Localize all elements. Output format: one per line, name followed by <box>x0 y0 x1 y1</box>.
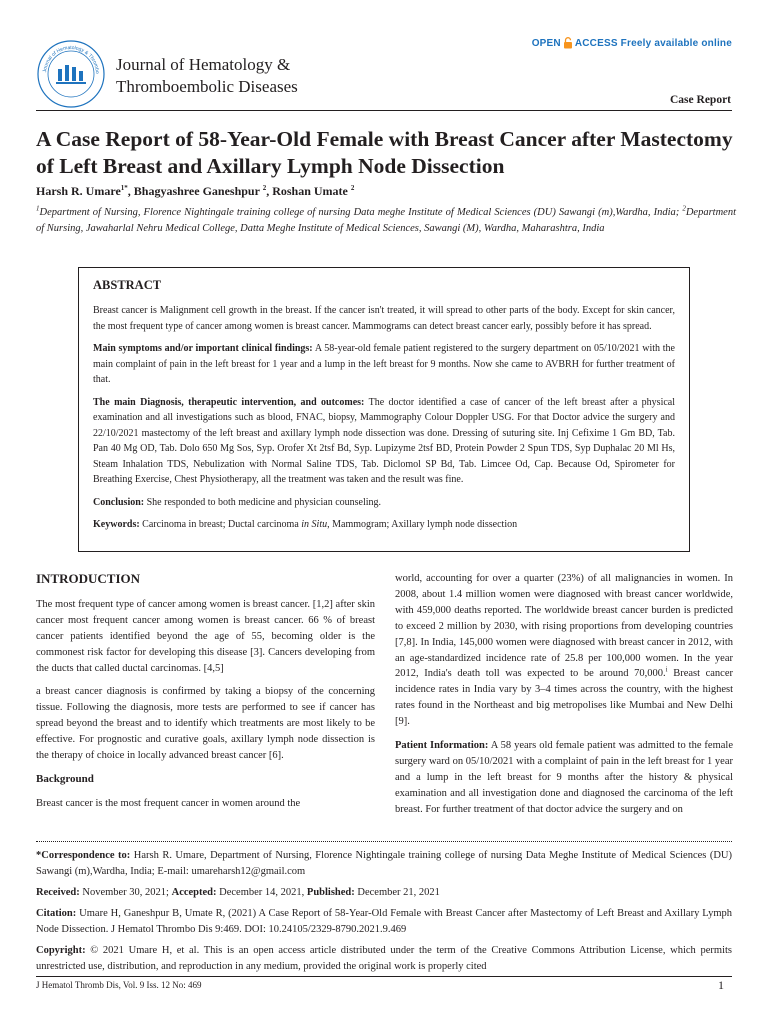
journal-reference: J Hematol Thromb Dis, Vol. 9 Iss. 12 No: 469 <box>36 980 202 990</box>
copyright-text: © 2021 Umare H, et al. This is an open access article distributed under the term of the Creative Commons Attribution License, which permits unrestricted use, distribution, and reproduction in any medium, provided the original work is properly cited <box>36 945 732 972</box>
body-paragraph: Breast cancer is the most frequent cancer in women around the <box>36 797 301 809</box>
abstract-label: The main Diagnosis, therapeutic intervention, and outcomes: <box>93 396 365 408</box>
keywords-text: , Mammogram; Axillary lymph node dissection <box>327 519 518 530</box>
abstract-text: A 58-year-old female patient registered to the surgery department on 05/10/2021 with the main complaint of pain in the left breast for 1 year and a lump in the left breast for 9 months. Now she came to AVBRH for further treatment of that. <box>93 343 675 385</box>
dates <box>36 885 732 901</box>
affiliation-sup: 2 <box>682 204 686 213</box>
abstract-text: The doctor identified a case of cancer of the left breast after a physical examination and all investigations such as blood, FNAC, biopsy, Mammography Colour Doppler USG. For that Doctor advice the surgery and 22/10/2021 mastectomy of the left breast and axillary lymph node dissection was done. Dressing of suturing site. Inj Cefixime 1 Gm BD, Tab. Pan 40 Mg OD, Tab. Dolo 650 Mg Sos, Syp. Orofer Xt 2tsf Bd, Syp. Lupizyme 2tsf BD, Protein Powder 2 Spun TDS, Syp Duphalac 20 Ml Hs, Steam Inhalation TDS, Nebulization with Normal Saline TDS, Tab. Diclomol SP Bd, Tab. Limcee Od, Cap. Because Od, Spirometer for Breathing Exercise, Chest Physiotherapy, all the treatment was taken and the result was fine. <box>93 396 676 485</box>
author-name: , Bhagyashree Ganeshpur <box>127 184 263 198</box>
keywords-text: Carcinoma in breast; Ductal carcinoma <box>139 519 302 530</box>
header-rule <box>36 110 732 111</box>
journal-logo <box>36 39 106 109</box>
correspondence-label: *Correspondence to: <box>36 850 131 861</box>
copyright <box>36 943 732 975</box>
section-heading-background: Background <box>36 772 94 785</box>
abstract-paragraph: Breast cancer is Malignment cell growth in the breast. If the cancer isn't treated, it will spread to other parts of the body. Except for skin cancer, the most frequent type of cancer among women is breast cancer. Mammograms can detect breast cancer early, possibly before it has spread. <box>93 305 675 332</box>
citation-text: Umare H, Ganeshpur B, Umate R, (2021) A Case Report of 58-Year-Old Female with Breast Cancer after Mastectomy of Left Breast and Axillary Lymph Node Dissection. J Hematol Thrombo Dis 9:469. DOI: 10.24105/2329-8790.2021.9.469 <box>36 908 732 935</box>
published-date: December 21, 2021 <box>354 887 440 898</box>
correspondence-text: Harsh R. Umare, Department of Nursing, Florence Nightingale training college of nursing Data Meghe Institute of Medical Sciences (DU) Sawangi (m),Wardha, India; E-mail: umareharsh12@gmail.com <box>36 850 733 877</box>
page-footer-rule <box>36 976 732 977</box>
author-name: Harsh R. Umare <box>36 184 121 198</box>
abstract-paragraph <box>93 395 675 488</box>
keywords <box>93 517 675 533</box>
keywords-italic: in Situ <box>301 519 328 530</box>
keywords-label: Keywords: <box>93 519 140 530</box>
abstract-box <box>78 267 690 552</box>
article-title: A Case Report of 58-Year-Old Female with Breast Cancer after Mastectomy of Left Breast and Axillary Lymph Node Dissection <box>36 127 733 178</box>
correspondence <box>36 848 732 880</box>
access-label: ACCESS Freely available online <box>574 37 732 49</box>
abstract-heading: ABSTRACT <box>93 278 162 292</box>
page-number: 1 <box>718 978 724 992</box>
received-date: November 30, 2021; <box>79 887 172 898</box>
received-label: Received: <box>36 887 80 898</box>
author-sup: 1* <box>120 184 128 192</box>
svg-text:Journal of Hematology & Thromb: Journal of Hematology & Thrombo <box>42 44 101 74</box>
section-heading-introduction: INTRODUCTION <box>36 571 141 586</box>
journal-name-line1: Journal of Hematology & <box>116 55 291 74</box>
author-sup: 2 <box>350 184 355 192</box>
open-access-badge[interactable] <box>532 37 732 49</box>
abstract-paragraph <box>93 341 675 388</box>
author-name: , Roshan Umate <box>266 184 351 198</box>
accepted-label: Accepted: <box>171 887 217 898</box>
body-sup: i <box>665 665 668 674</box>
footer-divider <box>36 841 732 842</box>
body-text: Breast cancer incidence rates in India vary by 3–4 times across the country, with the highest rates found in the Northeast and big metropolises like Mumbai and New Delhi [9]. <box>395 668 733 728</box>
right-column <box>395 571 733 826</box>
body-text: world, accounting for over a quarter (23%) of all malignancies in women. In 2008, about 1.4 million women were diagnosed with breast cancer worldwide, with 459,000 deaths reported. The worldwide breast cancer burden is predicted to exceed 2 million by 2030, with rising proportions from developing countries [7,8]. In India, 145,000 women were diagnosed with breast cancer in 2012, with an age-standardized incidence rate of 25.8 per 100,000 women. In the year 2012, India's death toll was expected to be around 70,000. <box>395 573 733 680</box>
author-sup: 2 <box>262 184 267 192</box>
affiliations <box>36 205 736 238</box>
body-paragraph <box>395 571 733 730</box>
affiliation-sup: 1 <box>36 204 40 213</box>
body-paragraph: a breast cancer diagnosis is confirmed by taking a biopsy of the concerning tissue. Following the diagnosis, more tests are performed to see if cancer has spread beyond the breast and to identify which treatments are most likely to be effective. For prognostic and curative goals, axillary lymph node dissection is the therapy of choice in locally advanced breast cancer [6]. <box>36 686 375 762</box>
copyright-label: Copyright: <box>36 945 86 956</box>
citation-label: Citation: <box>36 908 77 919</box>
abstract-text: She responded to both medicine and physician counseling. <box>144 496 382 508</box>
body-paragraph: The most frequent type of cancer among women is breast cancer. [1,2] after skin cancer most frequent cancer among women is breast cancer. 66 % of breast cancer patients identified beyond the age of 55, becoming older is the commonest risk factor for developing this disease [3]. Cancers developing from the ducts that called ductal carcinomas. [4,5] <box>36 598 375 674</box>
content-type-label: Case Report <box>670 94 731 106</box>
open-lock-icon <box>563 37 573 49</box>
published-label: Published: <box>306 887 355 898</box>
journal-name <box>116 54 298 98</box>
affiliation-2: Department of Nursing, Jawaharlal Nehru Medical College, Datta Meghe Institute of Medical Sciences, Sawangi (M), Wardha, Maharashtra, India <box>36 207 736 235</box>
accepted-date: December 14, 2021, <box>216 887 307 898</box>
body-text: A 58 years old female patient was admitted to the female surgery ward on 05/10/2021 with a complaint of pain in the left breast for 1 year and a lump in the left breast for 9 months after the history & physical examination and all investigation done and diagnosed the carcinoma of the left breast. For further treatment of that doctor advice the surgery and on <box>395 740 733 815</box>
abstract-label: Main symptoms and/or important clinical findings: <box>93 343 313 354</box>
author-list <box>36 184 354 199</box>
body-paragraph <box>395 738 733 818</box>
abstract-label: Conclusion: <box>93 496 145 508</box>
article-info <box>36 848 732 980</box>
left-column <box>36 571 375 820</box>
citation <box>36 906 732 938</box>
open-label: OPEN <box>531 37 561 49</box>
affiliation-1: Department of Nursing, Florence Nightingale training college of nursing Data meghe Institute of Medical Sciences (DU) Sawangi (m),Wardha, India; <box>39 207 683 218</box>
abstract-paragraph <box>93 495 675 511</box>
journal-name-line2: Thromboembolic Diseases <box>116 77 298 96</box>
patient-info-label: Patient Information: <box>395 740 489 752</box>
